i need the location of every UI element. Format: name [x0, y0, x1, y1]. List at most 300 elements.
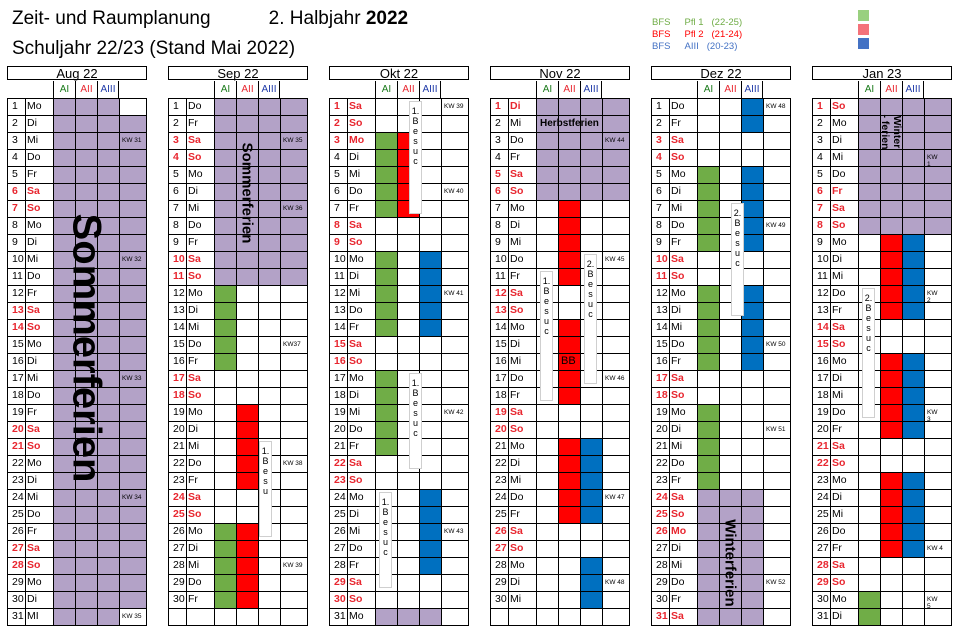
weekday: Mo	[832, 593, 847, 605]
day-number: 6	[656, 185, 662, 197]
day-number: 10	[495, 253, 507, 265]
weekday: Do	[349, 423, 363, 435]
kw-label: KW 38	[283, 460, 303, 467]
weekday: Do	[349, 185, 363, 197]
kw-label: KW 50	[766, 341, 786, 348]
day-number: 8	[656, 219, 662, 231]
kw-label: KW37	[283, 341, 301, 348]
day-number: 5	[817, 168, 823, 180]
weekday: So	[510, 423, 524, 435]
day-number: 18	[656, 389, 668, 401]
month-4	[490, 66, 630, 626]
visit-label	[409, 101, 422, 214]
day-number: 13	[656, 304, 668, 316]
day-number: 6	[12, 185, 18, 197]
weekday: Do	[27, 270, 41, 282]
day-number: 19	[12, 406, 24, 418]
weekday: So	[188, 270, 202, 282]
month-6	[812, 66, 952, 626]
weekday: Mo	[832, 474, 847, 486]
legend-swatch	[858, 24, 869, 35]
weekday: Fr	[832, 423, 842, 435]
weekday: Di	[27, 236, 37, 248]
month-name: Aug 22	[7, 66, 147, 80]
day-number: 5	[495, 168, 501, 180]
weekday: So	[188, 389, 202, 401]
weekday: Fr	[349, 559, 359, 571]
day-number: 30	[656, 593, 668, 605]
visit-text: 2. B e s u c	[586, 259, 595, 319]
day-number: 4	[12, 151, 18, 163]
weekday: Do	[671, 219, 685, 231]
day-number: 13	[334, 304, 346, 316]
kw-label: KW 31	[122, 137, 142, 144]
weekday: Do	[510, 372, 524, 384]
block-green	[214, 285, 236, 370]
day-number: 29	[173, 576, 185, 588]
weekday: Mi	[510, 593, 522, 605]
day-number: 29	[12, 576, 24, 588]
day-number: 14	[817, 321, 829, 333]
day-number: 25	[12, 508, 24, 520]
day-number: 18	[817, 389, 829, 401]
day-number: 20	[12, 423, 24, 435]
day-number: 18	[495, 389, 507, 401]
weekday: Do	[671, 100, 685, 112]
block-purple	[119, 115, 147, 608]
day-number: 12	[173, 287, 185, 299]
day-number: 17	[817, 372, 829, 384]
weekday: So	[27, 440, 41, 452]
day-number: 14	[334, 321, 346, 333]
day-number: 30	[173, 593, 185, 605]
weekday: Mi	[510, 117, 522, 129]
day-number: 28	[817, 559, 829, 571]
day-number: 22	[334, 457, 346, 469]
weekday: Sa	[188, 491, 201, 503]
day-number: 2	[12, 117, 18, 129]
day-number: 25	[173, 508, 185, 520]
weekday: So	[510, 542, 524, 554]
day-number: 13	[12, 304, 24, 316]
weekday: Sa	[832, 202, 845, 214]
day-number: 18	[12, 389, 24, 401]
column-header-aiii: AIII	[580, 81, 602, 98]
day-number: 9	[334, 236, 340, 248]
day-number: 23	[173, 474, 185, 486]
visit-text: 1. B e s u c	[411, 378, 420, 438]
day-number: 7	[334, 202, 340, 214]
weekday: So	[832, 576, 846, 588]
kw-label: KW 51	[766, 426, 786, 433]
day-number: 8	[334, 219, 340, 231]
day-number: 21	[12, 440, 24, 452]
weekday: Fr	[671, 474, 681, 486]
weekday: Mo	[510, 321, 525, 333]
kw-label: KW 41	[444, 290, 464, 297]
weekday: So	[671, 270, 685, 282]
day-number: 1	[173, 100, 179, 112]
day-number: 4	[495, 151, 501, 163]
weekday: Di	[27, 593, 37, 605]
day-number: 13	[173, 304, 185, 316]
weekday: Fr	[188, 355, 198, 367]
day-number: 3	[12, 134, 18, 146]
day-number: 6	[495, 185, 501, 197]
day-number: 11	[817, 270, 828, 282]
weekday: Mi	[27, 134, 39, 146]
weekday: Di	[832, 253, 842, 265]
weekday: Mo	[349, 134, 365, 146]
day-number: 17	[495, 372, 507, 384]
weekday: Di	[27, 474, 37, 486]
weekday: Do	[832, 525, 846, 537]
column-header-aii: AII	[880, 81, 902, 98]
kw-label: KW 44	[605, 137, 625, 144]
day-number: 17	[334, 372, 346, 384]
day-number: 11	[12, 270, 23, 282]
weekday: MI	[27, 610, 39, 622]
weekday: Fr	[671, 236, 681, 248]
weekday: Sa	[832, 559, 845, 571]
block-green	[697, 285, 719, 370]
weekday: Sa	[671, 253, 684, 265]
kw-label: KW 52	[766, 579, 786, 586]
weekday: Di	[510, 100, 521, 112]
weekday: So	[349, 355, 363, 367]
day-number: 14	[173, 321, 185, 333]
day-number: 31	[334, 610, 346, 622]
weekday: Do	[27, 389, 41, 401]
block-blue	[580, 438, 602, 523]
day-number: 22	[817, 457, 829, 469]
day-number: 24	[656, 491, 668, 503]
day-number: 4	[817, 151, 823, 163]
weekday: So	[510, 185, 524, 197]
holiday-label: Winterferien	[721, 519, 739, 607]
day-number: 27	[817, 542, 829, 554]
weekday: Di	[671, 185, 681, 197]
kw-label: KW 48	[605, 579, 625, 586]
weekday: Fr	[27, 287, 37, 299]
visit-label	[540, 271, 553, 401]
day-number: 5	[12, 168, 18, 180]
block-red	[236, 404, 258, 489]
block-blue	[419, 489, 441, 574]
weekday: Do	[27, 151, 41, 163]
day-number: 19	[173, 406, 185, 418]
title-semester: 2. Halbjahr	[268, 8, 361, 29]
weekday: So	[27, 321, 41, 333]
day-number: 25	[656, 508, 668, 520]
kw-label: KW 46	[605, 375, 625, 382]
day-number: 2	[495, 117, 501, 129]
block-green	[375, 370, 397, 455]
kw-label: KW 39	[444, 103, 464, 110]
weekday: So	[671, 508, 685, 520]
weekday: Mi	[671, 321, 683, 333]
day-number: 15	[12, 338, 24, 350]
day-number: 26	[334, 525, 346, 537]
weekday: Mo	[349, 372, 364, 384]
day-number: 13	[817, 304, 829, 316]
weekday: Mi	[510, 474, 522, 486]
day-number: 3	[817, 134, 823, 146]
day-number: 12	[817, 287, 829, 299]
day-number: 1	[656, 100, 662, 112]
weekday: Do	[188, 100, 202, 112]
block-red	[558, 438, 580, 523]
kw-label: KW 35	[122, 613, 142, 620]
legend-years: (22-25)	[711, 17, 743, 28]
day-number: 22	[495, 457, 507, 469]
day-number: 7	[173, 202, 179, 214]
weekday: Fr	[349, 202, 359, 214]
day-number: 10	[656, 253, 668, 265]
day-number: 10	[173, 253, 185, 265]
kw-label: KW 33	[122, 375, 142, 382]
day-number: 16	[817, 355, 829, 367]
day-number: 2	[173, 117, 179, 129]
weekday: Di	[671, 304, 681, 316]
day-number: 26	[12, 525, 24, 537]
weekday: Di	[510, 219, 520, 231]
weekday: Mo	[27, 338, 42, 350]
bb-label: BB	[561, 355, 576, 367]
visit-label	[584, 254, 597, 384]
day-number: 22	[12, 457, 24, 469]
column-header-aii: AII	[558, 81, 580, 98]
day-number: 28	[173, 559, 185, 571]
weekday: Mo	[27, 457, 42, 469]
block-red	[880, 353, 902, 438]
weekday: Do	[671, 338, 685, 350]
day-number: 9	[817, 236, 823, 248]
day-number: 31	[656, 610, 668, 622]
visit-text: 2. B e s u c	[864, 293, 873, 353]
day-number: 21	[334, 440, 346, 452]
day-number: 1	[495, 100, 501, 112]
kw-label: KW 2	[927, 290, 938, 304]
day-number: 1	[12, 100, 18, 112]
day-number: 29	[334, 576, 346, 588]
title-year: 2022	[365, 8, 409, 29]
column-header-aii: AII	[75, 81, 97, 98]
weekday: Sa	[349, 457, 362, 469]
visit-label	[259, 441, 272, 537]
weekday: So	[671, 151, 685, 163]
weekday: Mo	[832, 236, 847, 248]
month-1	[7, 66, 147, 626]
day-number: 7	[12, 202, 18, 214]
weekday: Mi	[188, 440, 200, 452]
day-number: 14	[12, 321, 24, 333]
day-number: 7	[495, 202, 501, 214]
day-number: 8	[173, 219, 179, 231]
legend-bfs: BFS	[652, 17, 671, 28]
day-number: 23	[817, 474, 829, 486]
visit-text: 1. B e s u c	[411, 106, 420, 166]
visit-text: 2. B e s u c	[733, 208, 742, 268]
weekday: So	[27, 202, 41, 214]
kw-label: KW 43	[444, 528, 464, 535]
weekday: Di	[27, 355, 37, 367]
visit-label	[409, 373, 422, 469]
legend-years: (21-24)	[711, 29, 743, 40]
weekday: Mi	[349, 406, 361, 418]
day-number: 19	[495, 406, 507, 418]
day-number: 12	[495, 287, 507, 299]
legend-code: AIII	[684, 41, 699, 52]
block-blue	[741, 166, 763, 251]
weekday: Fr	[349, 321, 359, 333]
block-red	[236, 523, 258, 608]
day-number: 11	[334, 270, 345, 282]
weekday: Sa	[671, 134, 684, 146]
day-number: 20	[495, 423, 507, 435]
weekday: Sa	[349, 576, 362, 588]
day-number: 20	[173, 423, 185, 435]
weekday: Mo	[27, 100, 42, 112]
day-number: 2	[656, 117, 662, 129]
page-title	[12, 8, 408, 30]
weekday: Mi	[671, 559, 683, 571]
legend-entry	[652, 17, 742, 28]
weekday: Mi	[671, 202, 683, 214]
weekday: Mi	[832, 151, 844, 163]
weekday: Mi	[27, 491, 39, 503]
day-number: 27	[334, 542, 346, 554]
weekday: Mo	[188, 525, 203, 537]
weekday: Sa	[832, 321, 845, 333]
weekday: Mi	[349, 287, 361, 299]
weekday: So	[510, 304, 524, 316]
weekday: Mi	[510, 355, 522, 367]
day-number: 16	[656, 355, 668, 367]
block-blue	[902, 353, 924, 438]
day-number: 11	[656, 270, 668, 282]
month-3	[329, 66, 469, 626]
month-2	[168, 66, 308, 626]
weekday: Sa	[671, 610, 684, 622]
block-red	[558, 200, 580, 285]
weekday: Do	[188, 576, 202, 588]
day-number: 15	[817, 338, 829, 350]
day-number: 23	[656, 474, 668, 486]
weekday: Sa	[671, 372, 684, 384]
weekday: Fr	[188, 474, 198, 486]
day-number: 29	[495, 576, 507, 588]
day-number: 8	[817, 219, 823, 231]
day-number: 27	[12, 542, 24, 554]
day-number: 19	[817, 406, 829, 418]
weekday: Di	[349, 151, 359, 163]
legend-swatch	[858, 10, 869, 21]
weekday: Mo	[188, 168, 203, 180]
day-number: 24	[817, 491, 829, 503]
day-number: 24	[495, 491, 507, 503]
day-number: 27	[656, 542, 668, 554]
weekday: Fr	[510, 389, 520, 401]
day-number: 22	[656, 457, 668, 469]
weekday: Mo	[510, 440, 525, 452]
day-number: 26	[173, 525, 185, 537]
day-number: 15	[334, 338, 346, 350]
day-number: 16	[495, 355, 507, 367]
legend-entry	[652, 29, 742, 40]
weekday: Sa	[188, 253, 201, 265]
holiday-label: Winter - ferien	[879, 114, 903, 150]
legend-bfs: BFS	[652, 29, 671, 40]
day-number: 4	[656, 151, 662, 163]
day-number: 21	[173, 440, 185, 452]
day-number: 2	[817, 117, 823, 129]
weekday: Do	[671, 576, 685, 588]
day-number: 30	[334, 593, 346, 605]
weekday: Mo	[349, 253, 364, 265]
weekday: Mi	[349, 525, 361, 537]
weekday: Do	[27, 508, 41, 520]
weekday: Fr	[188, 593, 198, 605]
weekday: Sa	[510, 287, 523, 299]
block-red	[880, 234, 902, 319]
weekday: Sa	[510, 168, 523, 180]
day-number: 10	[334, 253, 346, 265]
day-number: 9	[173, 236, 179, 248]
weekday: Di	[349, 389, 359, 401]
weekday: Di	[832, 134, 842, 146]
column-header-aii: AII	[236, 81, 258, 98]
day-number: 14	[495, 321, 507, 333]
weekday: Do	[349, 304, 363, 316]
day-number: 4	[173, 151, 179, 163]
weekday: Sa	[27, 542, 40, 554]
weekday: Do	[188, 457, 202, 469]
day-number: 12	[656, 287, 668, 299]
kw-label: KW 39	[283, 562, 303, 569]
weekday: Di	[671, 542, 681, 554]
legend-years: (20-23)	[706, 41, 738, 52]
weekday: Mi	[510, 236, 522, 248]
day-number: 19	[656, 406, 668, 418]
weekday: Di	[510, 457, 520, 469]
column-header-ai: AI	[375, 81, 397, 98]
day-number: 20	[817, 423, 829, 435]
block-green	[375, 251, 397, 336]
column-header-ai: AI	[214, 81, 236, 98]
month-name: Nov 22	[490, 66, 630, 80]
page-subtitle: Schuljahr 22/23 (Stand Mai 2022)	[12, 38, 296, 59]
block-blue	[419, 251, 441, 336]
kw-label: KW 36	[283, 205, 303, 212]
weekday: Fr	[671, 117, 681, 129]
visit-label	[379, 492, 392, 588]
day-number: 3	[656, 134, 662, 146]
day-number: 5	[656, 168, 662, 180]
weekday: Fr	[832, 185, 843, 197]
block-blue	[580, 557, 602, 608]
kw-label: KW 3	[927, 409, 938, 423]
weekday: Sa	[27, 304, 40, 316]
block-green	[375, 132, 397, 217]
day-number: 26	[656, 525, 668, 537]
kw-label: KW 4	[927, 545, 943, 552]
weekday: Fr	[832, 542, 842, 554]
day-number: 13	[495, 304, 507, 316]
weekday: Di	[832, 372, 842, 384]
weekday: Mo	[510, 559, 525, 571]
weekday: Mi	[832, 389, 844, 401]
